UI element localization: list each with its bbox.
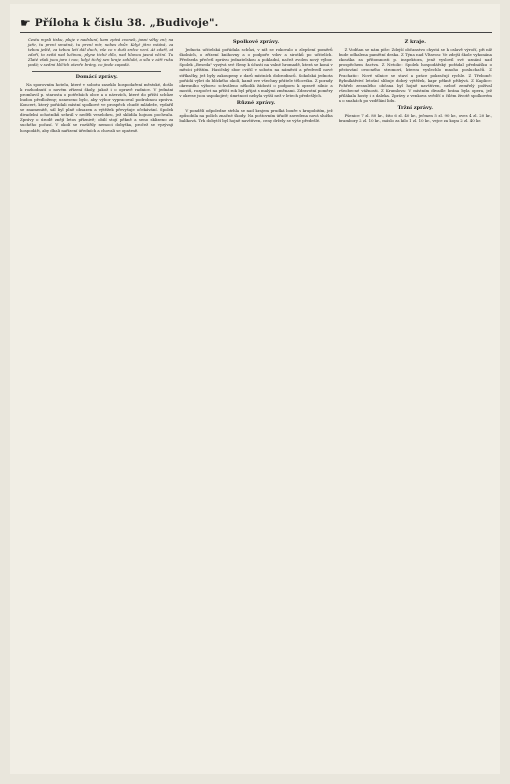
article-text: Z Vodňan se nám píše: Zdejší občanstvo chystá se k oslavě výročí, při níž bude odhalena pamětní deska. Z Týna nad Vltavou: Ve zdejší škole vykonána zkouška za přítomnosti p. inspektora, jenž vyslovil své uznání nad prospěchem žactva. Z Netolic: Spolek hospodářský pořádal přednášku o pěstování ovocného stromoví, kterou vyslechlo mnoho posluchačů. Z Prachatic: Nové silnice se staví a práce pokračují rychle. Z Třeboně: Rybníkářství letošní slibuje dobrý výtěžek, kapr pěkně přibývá. Z Kaplice: Pohřeb zesnulého občana byl hojně navštíven, neboť zemřelý požíval všeobecné vážnosti. Z Krumlova: V místním divadle hrána byla opera, jež přilákala hosty i z daleka. Zprávy z venkova svědčí o čilém životě spolkovém a o snahách po vzdělání lidu. (338, 47, 492, 104)
column-1 (20, 37, 173, 772)
column-2 (179, 37, 332, 772)
section-subheading: Tržní zprávy. (397, 105, 433, 112)
section-heading: Domácí zprávy. (75, 73, 118, 80)
article-text: Jednota učitelská pořádala schůzi, v níž se rokovalo o zlepšení poměrů školních, o zřízení knihovny a o podpoře vdov a sirotků po učitelích. Předseda přečetl zprávu jednatelskou a pokladní, načež zvolen nový výbor. Spolek „Beseda" vyzývá své členy k účasti na valné hromadě, která se koná v měsíci příštím. Hasičský sbor cvičil v sobotu na náměstí a předvedl nové stříkačky, jež byly zakoupeny z darů místních dobrodinců. Sokolská jednota pořádá výlet do blízkého okolí, kamž zve všechny přátele tělocviku. Z porady okresního výboru: schváleno několik žádostí o podporu k opravě silnic a mostů, rozpočet na příští rok byl přijat s malými změnami. Zdravotní poměry v okrese jsou uspokojivé; úmrtnost nebyla vyšší než v letech předešlých. (179, 47, 333, 98)
section-heading: Z kraje. (404, 39, 427, 45)
section-subheading: Různé zprávy. (236, 100, 276, 107)
columns (20, 37, 492, 772)
poem: Cestu mysli tisku, pluje v nadsluní, kam zpívá zvonek, jasni věky zní; na jaře, tu první smutná, tu první mír, nebes dvůr. Když jitro vstává, za tebou ještě, za tebou letí dál duch, vše co v duši srdce vzní. At zdaří, ať zdaří, to svítá nad lučinou, plyne tiché dílo, nad hlavou jasná věžní. Tu Zlaté však jsou jaro i noc, když tichý sen kraje zahlubí, a síla v záři ruku podá; v sedmi klíčích otevře brány, co jinde zapadá. (28, 37, 174, 68)
article-text: V pondělí odpoledne strhla se nad krajem prudká bouře s krupobitím, jež způsobila na polích značné škody. Na poštovním úřadě zavedena nová služba balíková. Trh dobytčí byl hojně navštíven, ceny držely se výše předešlé. (179, 108, 333, 124)
section-heading: Spolkové zprávy. (232, 39, 280, 45)
divider (32, 71, 161, 72)
article-text: Na sporovním hotelu, které v sobotu zaseklo hospodaření městské, došlo k rozhodnutí o novém zřízení školy, jakož i o opravě radnice. V jednání promluvil p. starosta o potřebách obce a o návrzích, které do příští schůze budou předloženy; usneseno bylo, aby výbor vypracoval podrobnou zprávu. Koncert, který pořádali místní spolkové ve prospěch chudé mládeže, vydařil se znamenitě, sál byl plně obsazen a výtěžek převyšuje očekávání. Spolek divadelní ochotníků sehrál v neděli veselohru, jež sklidila hojnou pochvalu. Zprávy o úrodě znějí letos příznivě; obilí stojí pěkně a seno sklizeno za suchého počasí. V okolí se rozšířily nemoci dobytka, pročež se vyzývají hospodáři, aby dbali nařízení úředních a chovali se opatrně. (20, 81, 174, 133)
article-text: Pšenice 7 zl. 80 kr., žito 6 zl. 40 kr., ječmen 5 zl. 90 kr., oves 4 zl. 20 kr., brambory 2 zl. 10 kr., máslo za kilo 1 zl. 10 kr., vejce za kopu 2 zl. 40 kr. (338, 113, 492, 124)
newspaper-page (10, 4, 500, 774)
page-title: Příloha k čislu 38. „Budivoje". (34, 17, 219, 29)
page-header (20, 14, 492, 33)
pointing-hand-icon: ☛ (20, 16, 31, 30)
column-3 (339, 37, 492, 772)
